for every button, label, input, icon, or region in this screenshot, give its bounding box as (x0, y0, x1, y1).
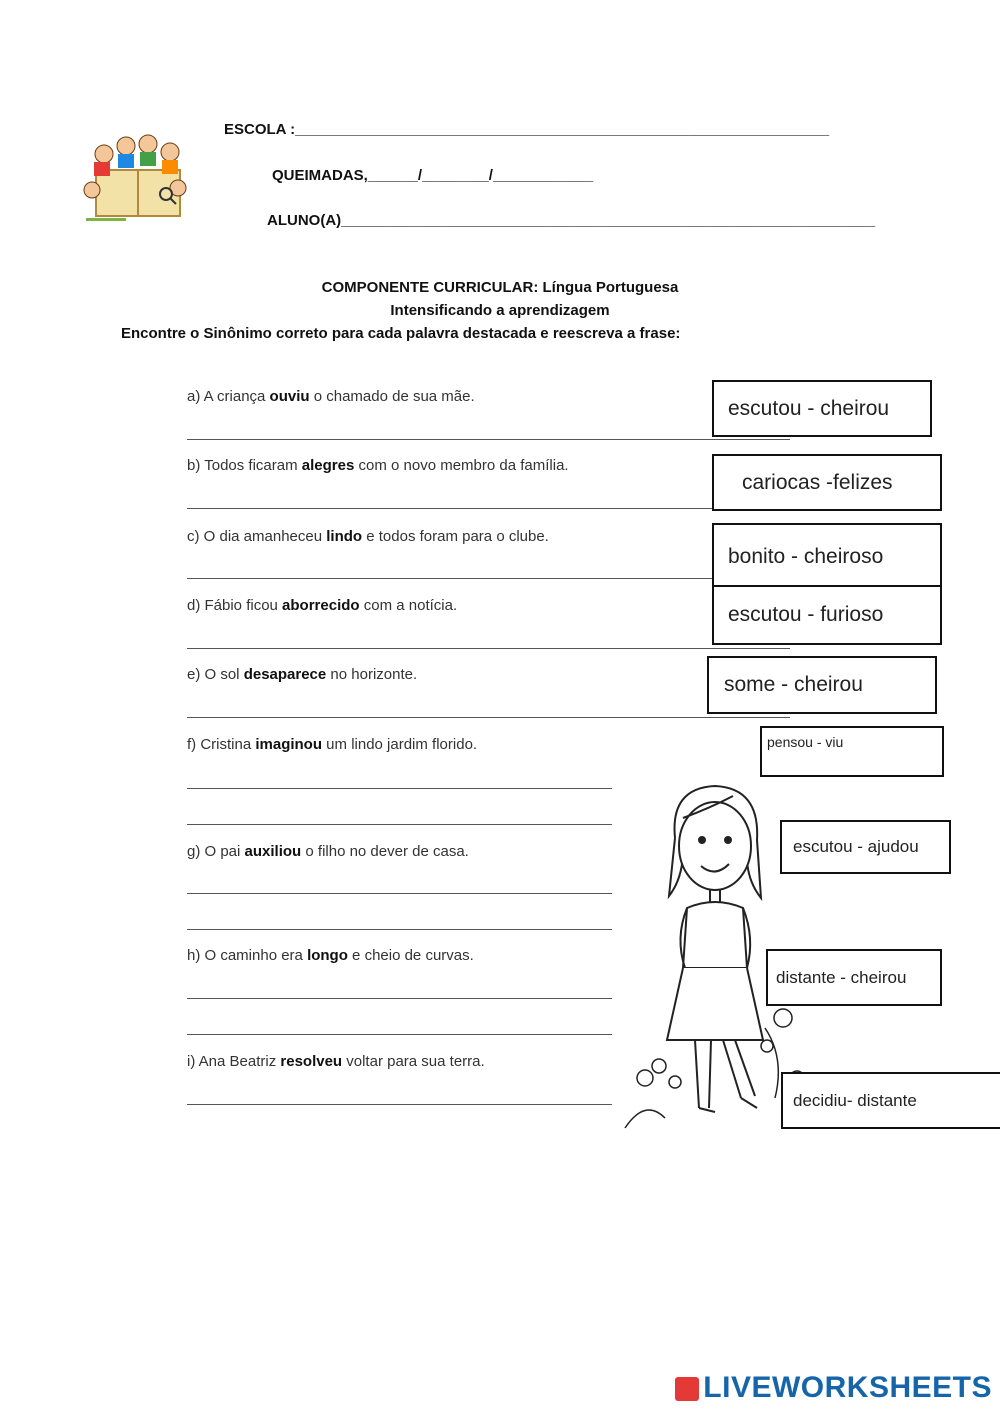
question-i: i) Ana Beatriz resolveu voltar para sua terra. (187, 1053, 485, 1070)
question-h: h) O caminho era longo e cheio de curvas. (187, 947, 474, 964)
question-b: b) Todos ficaram alegres com o novo membro da família. (187, 457, 569, 474)
component-title (0, 279, 1000, 296)
answer-line-i[interactable] (187, 1104, 612, 1105)
brand-logo (675, 1371, 992, 1405)
instruction: Encontre o Sinônimo correto para cada palavra destacada e reescreva a frase: (121, 325, 681, 342)
option-box-d[interactable]: escutou - furioso (712, 585, 942, 645)
highlighted-word: aborrecido (282, 597, 360, 614)
date-field[interactable]: ______/________/____________ (367, 167, 594, 184)
school-field[interactable]: ________________________________________________________________ (295, 121, 830, 138)
answer-line-e[interactable] (187, 717, 790, 718)
highlighted-word: alegres (301, 457, 355, 474)
answer-line-g1[interactable] (187, 893, 612, 894)
component-label: COMPONENTE CURRICULAR: (321, 279, 539, 296)
option-box-h[interactable]: distante - cheirou (766, 949, 942, 1006)
highlighted-word: imaginou (255, 736, 323, 753)
student-field[interactable]: ________________________________________________________________ (341, 212, 876, 229)
student-label: ALUNO(A) (267, 212, 342, 229)
answer-line-g2[interactable] (187, 929, 612, 930)
option-box-e[interactable]: some - cheirou (707, 656, 937, 714)
date-line (272, 167, 593, 184)
highlighted-word: resolveu (280, 1053, 343, 1070)
brand-text: LIVEWORKSHEETS (703, 1371, 992, 1404)
answer-line-f2[interactable] (187, 824, 612, 825)
question-e: e) O sol desaparece no horizonte. (187, 666, 418, 683)
highlighted-word: auxiliou (244, 843, 302, 860)
answer-line-f1[interactable] (187, 788, 612, 789)
question-g: g) O pai auxiliou o filho no dever de casa. (187, 843, 469, 860)
option-box-i[interactable]: decidiu- distante (781, 1072, 1000, 1129)
question-c: c) O dia amanheceu lindo e todos foram para o clube. (187, 528, 549, 545)
city-label: QUEIMADAS, (272, 167, 368, 184)
option-box-a[interactable]: escutou - cheirou (712, 380, 932, 437)
subtitle: Intensificando a aprendizagem (390, 302, 610, 319)
highlighted-word: ouviu (269, 388, 310, 405)
question-f: f) Cristina imaginou um lindo jardim florido. (187, 736, 478, 753)
option-box-b[interactable]: cariocas -felizes (712, 454, 942, 511)
highlighted-word: lindo (326, 528, 363, 545)
answer-line-a[interactable] (187, 439, 790, 440)
answer-line-d[interactable] (187, 648, 790, 649)
highlighted-word: longo (307, 947, 348, 964)
answer-line-h2[interactable] (187, 1034, 612, 1035)
brand-icon (675, 1377, 699, 1401)
highlighted-word: desaparece (243, 666, 327, 683)
question-a: a) A criança ouviu o chamado de sua mãe. (187, 388, 475, 405)
school-label: ESCOLA : (224, 121, 296, 138)
component-value: Língua Portuguesa (542, 279, 679, 296)
option-box-c[interactable]: bonito - cheiroso (712, 523, 942, 591)
school-line (224, 121, 829, 138)
answer-line-h1[interactable] (187, 998, 612, 999)
school-logo (82, 132, 192, 224)
question-d: d) Fábio ficou aborrecido com a notícia. (187, 597, 458, 614)
option-box-f[interactable]: pensou - viu (760, 726, 944, 777)
option-box-g[interactable]: escutou - ajudou (780, 820, 951, 874)
student-line (267, 212, 875, 229)
answer-line-b[interactable] (187, 508, 790, 509)
answer-line-c[interactable] (187, 578, 790, 579)
